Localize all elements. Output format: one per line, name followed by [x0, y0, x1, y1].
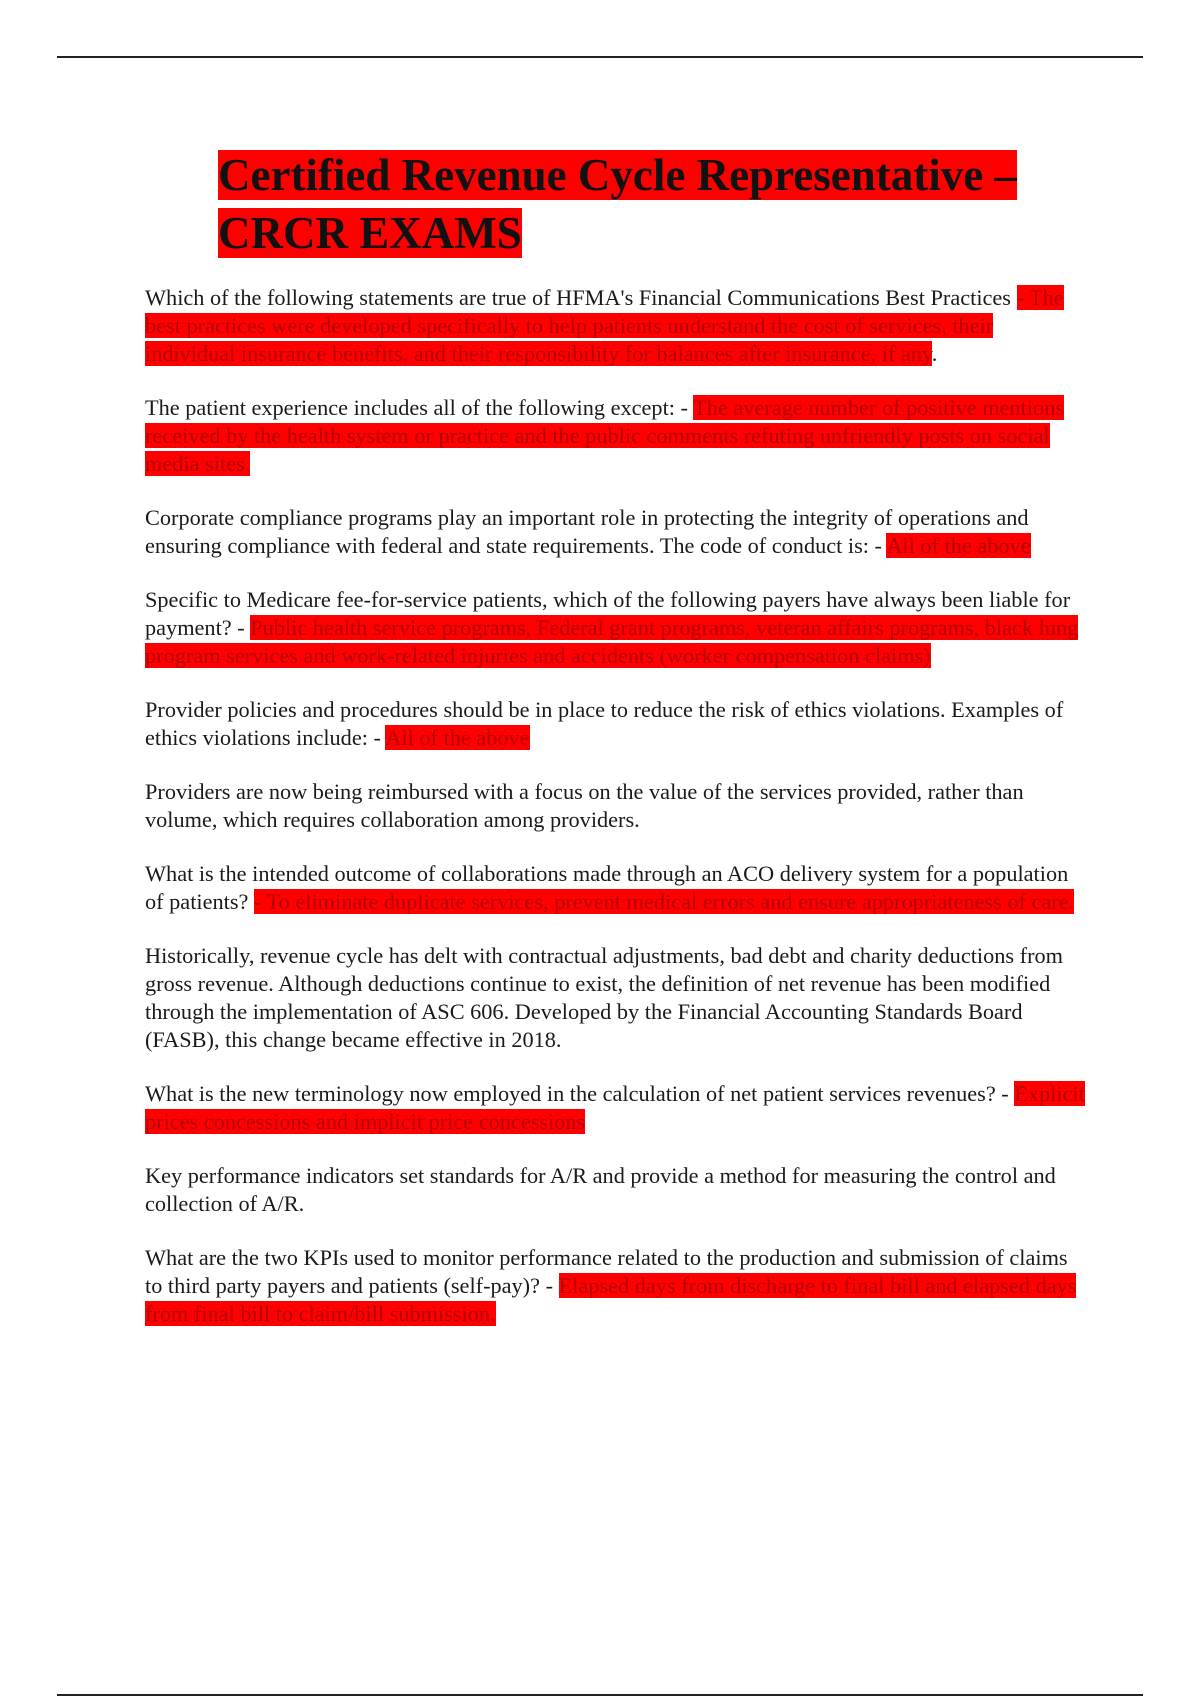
question-text: What is the new terminology now employed in the calculation of net patient services revenues? -: [145, 1081, 1015, 1106]
question-text: Corporate compliance programs play an important role in protecting the integrity of operations and ensuring compliance with federal and state requirements. The code of conduct is: -: [145, 505, 1029, 558]
qa-item-7: [145, 860, 1089, 916]
qa-item-1: [145, 284, 1089, 368]
question-text: What is the intended outcome of collaborations made through an ACO delivery system for a population of patients?: [145, 861, 1069, 914]
answer-highlight: Elapsed days from discharge to final bill and elapsed days from final bill to claim/bill submission.: [145, 1273, 1077, 1326]
qa-item-9: [145, 1080, 1089, 1136]
question-text: The patient experience includes all of the following except: -: [145, 395, 694, 420]
qa-item-8: [145, 942, 1089, 1054]
document-title: [218, 146, 1098, 262]
question-text: Provider policies and procedures should be in place to reduce the risk of ethics violations. Examples of ethics violations include: -: [145, 697, 1064, 750]
qa-item-2: [145, 394, 1089, 478]
qa-item-10: [145, 1162, 1089, 1218]
answer-highlight: - To eliminate duplicate services, prevent medical errors and ensure appropriateness of care.: [253, 889, 1075, 914]
question-text: Specific to Medicare fee-for-service patients, which of the following payers have always been liable for payment? -: [145, 587, 1071, 640]
statement-text: Providers are now being reimbursed with a focus on the value of the services provided, rather than volume, which requires collaboration among providers.: [145, 779, 1024, 832]
answer-highlight: - The best practices were developed specifically to help patients understand the cost of services, their individual insurance benefits, and their responsibility for balances after insurance, if any: [145, 285, 1064, 366]
answer-highlight: Explicit prices concessions and implicit price concessions: [145, 1081, 1085, 1134]
answer-tail: .: [931, 341, 938, 366]
answer-highlight: All of the above: [385, 725, 530, 750]
footer-rule: [57, 1694, 1143, 1696]
question-text: What are the two KPIs used to monitor performance related to the production and submission of claims to third party payers and patients (self-pay)? -: [145, 1245, 1068, 1298]
qa-item-11: [145, 1244, 1089, 1328]
question-text: Which of the following statements are true of HFMA's Financial Communications Best Practices: [145, 285, 1017, 310]
title-line-2: CRCR EXAMS: [218, 208, 522, 258]
answer-highlight: The average number of positive mentions received by the health system or practice and the public comments refuting unfriendly posts on social media sites.: [145, 395, 1065, 476]
answer-highlight: Public health service programs, Federal grant programs, veteran affairs programs, black lung program services and work-related injuries and accidents (worker compensation claims): [145, 615, 1079, 668]
answer-highlight: All of the above: [886, 533, 1031, 558]
statement-text: Key performance indicators set standards for A/R and provide a method for measuring the control and collection of A/R.: [145, 1163, 1056, 1216]
header-rule: [57, 56, 1143, 58]
qa-item-5: [145, 696, 1089, 752]
qa-item-6: [145, 778, 1089, 834]
statement-text: Historically, revenue cycle has delt with contractual adjustments, bad debt and charity deductions from gross revenue. Although deductions continue to exist, the definition of net revenue has been modified through the implementation of ASC 606. Developed by the Financial Accounting Standards Board (FASB), this change became effective in 2018.: [145, 943, 1064, 1052]
qa-item-3: [145, 504, 1089, 560]
qa-list: [145, 284, 1089, 1354]
qa-item-4: [145, 586, 1089, 670]
title-line-1: Certified Revenue Cycle Representative –: [218, 150, 1017, 200]
